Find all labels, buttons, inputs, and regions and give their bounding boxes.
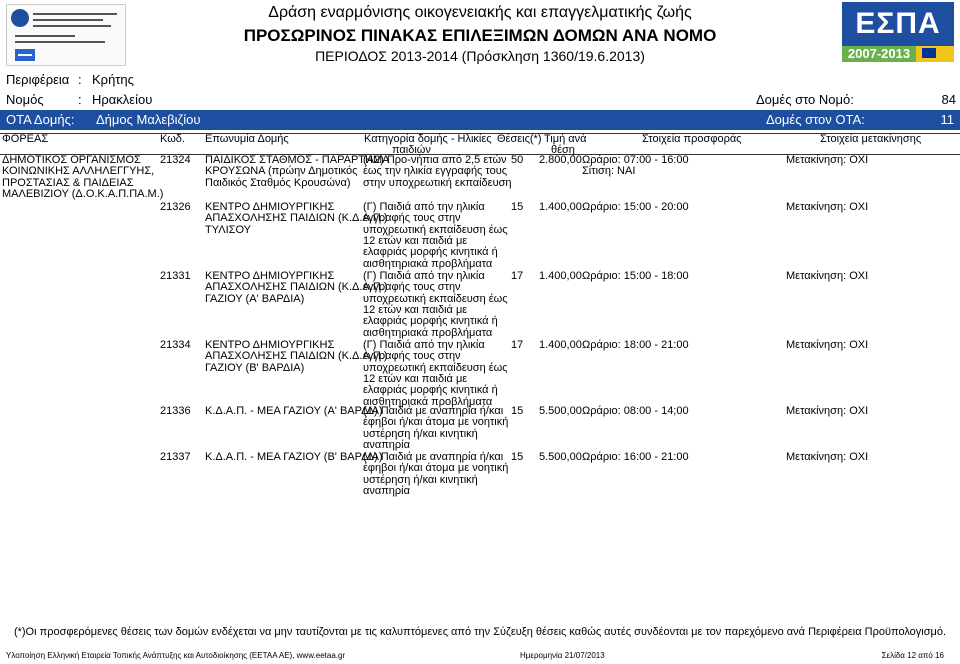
- col-name: Επωνυμία Δομής: [205, 133, 289, 145]
- structure-code: 21336: [160, 405, 191, 417]
- structure-category-line: στην υποχρεωτική εκπαίδευση: [363, 176, 512, 189]
- structure-seats: 15: [511, 451, 524, 463]
- region-label: Περιφέρεια: [6, 72, 70, 87]
- footer-page: Σελίδα 12 από 16: [881, 651, 944, 660]
- structure-name-line: ΑΠΑΣΧΟΛΗΣΗΣ ΠΑΙΔΙΩΝ (Κ.Δ.Α.Π.): [205, 281, 388, 294]
- structure-name-line: ΚΕΝΤΡΟ ΔΗΜΙΟΥΡΓΙΚΗΣ: [205, 270, 335, 282]
- header-title-action: Δράση εναρμόνισης οικογενειακής και επαγγελματικής ζωής: [268, 4, 692, 21]
- col-code: Κωδ.: [160, 133, 185, 145]
- structure-category-line: 12 ετών και παιδιά με: [363, 372, 468, 385]
- structure-transport: Μετακίνηση: ΟΧΙ: [786, 201, 869, 213]
- ota-label: ΟΤΑ Δομής:: [6, 112, 75, 127]
- structure-name-line: ΑΠΑΣΧΟΛΗΣΗΣ ΠΑΙΔΙΩΝ (Κ.Δ.Α.Π.): [205, 350, 388, 363]
- structure-code: 21324: [160, 154, 191, 166]
- structure-transport: Μετακίνηση: ΟΧΙ: [786, 405, 869, 417]
- col-price: Τιμή ανά: [544, 133, 587, 145]
- structure-category-line: εγγραφής τους στην: [363, 212, 461, 225]
- structure-price: 1.400,00: [539, 201, 582, 213]
- structure-seats: 50: [511, 154, 524, 166]
- structure-category-line: 12 ετών και παιδιά με: [363, 234, 468, 247]
- prefecture-line: Νομός : Ηρακλείου: [6, 92, 153, 107]
- col-price-line2: θέση: [551, 144, 575, 156]
- structure-seats: 15: [511, 201, 524, 213]
- header-title-table: ΠΡΟΣΩΡΙΝΟΣ ΠΙΝΑΚΑΣ ΕΠΙΛΕΞΙΜΩΝ ΔΟΜΩΝ ΑΝΑ ΝΟΜΟ: [243, 26, 717, 45]
- document-header: [0, 0, 960, 70]
- structure-code: 21334: [160, 339, 191, 351]
- footnote: (*)Οι προσφερόμενες θέσεις των δομών ενδέχεται να μην ταυτίζονται με τις καλυπτόμενες από την Σύζευξη θέσεις καθώς αυτές συνδέονται με τον παρεχόμενο ανά Περιφέρεια Προϋπολογισμό.: [13, 626, 947, 638]
- structure-code: 21331: [160, 270, 191, 282]
- prefecture-structures-count: [756, 92, 956, 110]
- foreas-line: ΠΡΟΣΤΑΣΙΑΣ & ΠΑΙΔΕΙΑΣ: [2, 176, 134, 189]
- table-header: [0, 133, 960, 155]
- structure-category-line: (Δ) Παιδιά με αναπηρία ή/και: [363, 405, 504, 417]
- eu-flag-small-icon: [922, 48, 936, 58]
- structure-name-line: Κ.Δ.Α.Π. - ΜΕΑ ΓΑΖΙΟΥ (Β' ΒΑΡΔΙΑ): [205, 451, 383, 463]
- structure-category-line: ελαφριάς μορφής κινητικά ή: [363, 384, 498, 397]
- structure-category-line: 12 ετών και παιδιά με: [363, 303, 468, 316]
- col-category: Κατηγορία δομής - Ηλικίες: [364, 133, 492, 145]
- structure-category-line: έως την ηλικία εγγραφής τους: [363, 165, 508, 178]
- structure-category-line: αισθητηριακά προβλήματα: [363, 395, 493, 408]
- header-title-period: ΠΕΡΙΟΔΟΣ 2013-2014 (Πρόσκληση 1360/19.6.2013): [315, 48, 645, 64]
- ota-value: Δήμος Μαλεβιζίου: [96, 112, 201, 127]
- structure-category-line: εγγραφής τους στην: [363, 350, 461, 363]
- foreas-line: ΜΑΛΕΒΙΖΙΟΥ (Δ.Ο.Κ.Α.Π.ΠΑ.Μ.): [2, 187, 164, 200]
- region-line: Περιφέρεια : Κρήτης: [6, 72, 134, 87]
- structure-category-line: υποχρεωτική εκπαίδευση έως: [363, 223, 508, 236]
- prefecture-structures-label: Δομές στο Νομό:: [756, 92, 854, 107]
- prefecture-label: Νομός: [6, 92, 44, 107]
- structure-name-line: ΑΠΑΣΧΟΛΗΣΗΣ ΠΑΙΔΙΩΝ (Κ.Δ.Α.Π.): [205, 212, 388, 225]
- col-transport: Στοιχεία μετακίνησης: [820, 133, 922, 145]
- structure-price: 1.400,00: [539, 339, 582, 351]
- structure-category-line: αισθητηριακά προβλήματα: [363, 257, 493, 270]
- col-category-line2: παιδιών: [392, 144, 431, 156]
- structure-price: 5.500,00: [539, 451, 582, 463]
- structure-name-line: ΓΑΖΙΟΥ (Α' ΒΑΡΔΙΑ): [205, 292, 305, 305]
- structure-category-line: υστέρηση ή/και κινητική: [363, 427, 478, 440]
- structure-name-line: ΚΕΝΤΡΟ ΔΗΜΙΟΥΡΓΙΚΗΣ: [205, 339, 335, 351]
- structure-seats: 17: [511, 339, 524, 351]
- col-seats: Θέσεις(*): [497, 133, 542, 145]
- espa-logo-text: ΕΣΠΑ: [842, 2, 954, 46]
- structure-price: 1.400,00: [539, 270, 582, 282]
- structure-category-line: (Δ) Παιδιά με αναπηρία ή/και: [363, 451, 504, 463]
- espa-logo-years: 2007-2013: [842, 46, 916, 62]
- structure-name-line: Κ.Δ.Α.Π. - ΜΕΑ ΓΑΖΙΟΥ (Α' ΒΑΡΔΙΑ): [205, 405, 383, 417]
- structure-category-line: ελαφριάς μορφής κινητικά ή: [363, 315, 498, 328]
- ota-bar: [0, 110, 960, 130]
- footer-org: Υλοποίηση Ελληνική Εταιρεία Τοπικής Ανάπτυξης και Αυτοδιοίκησης (ΕΕΤΑΑ ΑΕ), www.eetaa.gr: [6, 651, 346, 660]
- structure-seats: 15: [511, 405, 524, 417]
- structure-offer-line: Ωράριο: 08:00 - 14;00: [582, 405, 689, 417]
- structure-category-line: υστέρηση ή/και κινητική: [363, 473, 478, 486]
- structure-category-line: ελαφριάς μορφής κινητικά ή: [363, 246, 498, 259]
- structure-category-line: εγγραφής τους στην: [363, 281, 461, 294]
- ota-count-value: 11: [940, 112, 954, 127]
- structure-name-line: ΚΕΝΤΡΟ ΔΗΜΙΟΥΡΓΙΚΗΣ: [205, 201, 335, 213]
- structure-transport: Μετακίνηση: ΟΧΙ: [786, 270, 869, 282]
- structure-transport: Μετακίνηση: ΟΧΙ: [786, 154, 869, 166]
- structure-category-line: αισθητηριακά προβλήματα: [363, 326, 493, 339]
- structure-price: 2.800,00: [539, 154, 582, 166]
- ota-count-label: Δομές στον ΟΤΑ:: [766, 112, 865, 127]
- footer-date: Ημερομηνία 21/07/2013: [520, 651, 605, 660]
- structure-name-line: ΚΡΟΥΣΩΝΑ (πρώην Δημοτικός: [205, 165, 358, 178]
- structure-transport: Μετακίνηση: ΟΧΙ: [786, 339, 869, 351]
- structure-seats: 17: [511, 270, 524, 282]
- prefecture-value: Ηρακλείου: [92, 92, 153, 107]
- structure-offer-line: Ωράριο: 16:00 - 21:00: [582, 451, 689, 463]
- structure-category-line: έφηβοι ή/και άτομα με νοητική: [363, 416, 509, 429]
- program-logo: [6, 4, 126, 66]
- structure-name-line: ΤΥΛΙΣΟΥ: [205, 223, 251, 236]
- structure-category-line: υποχρεωτική εκπαίδευση έως: [363, 292, 508, 305]
- structure-category-line: (Γ) Παιδιά από την ηλικία: [363, 339, 485, 351]
- foreas-line: ΚΟΙΝΩΝΙΚΗΣ ΑΛΛΗΛΕΓΓΥΗΣ,: [2, 165, 155, 178]
- structure-category-line: (Α2) Προ-νήπια από 2,5 ετών: [363, 154, 507, 166]
- prefecture-structures-value: 84: [941, 92, 956, 107]
- foreas-line: ΔΗΜΟΤΙΚΟΣ ΟΡΓΑΝΙΣΜΟΣ: [2, 154, 141, 166]
- structure-name-line: Παιδικός Σταθμός Κρουσώνα): [205, 176, 351, 189]
- emblem-icon: [11, 9, 29, 27]
- structure-offer-line: Ωράριο: 15:00 - 20:00: [582, 201, 689, 213]
- structure-offer-line: Σίτιση: ΝΑΙ: [582, 165, 636, 178]
- structure-offer-line: Ωράριο: 18:00 - 21:00: [582, 339, 689, 351]
- structure-name-line: ΠΑΙΔΙΚΟΣ ΣΤΑΘΜΟΣ - ΠΑΡΑΡΤΗΜΑ: [205, 154, 390, 166]
- structure-category-line: έφηβοι ή/και άτομα με νοητική: [363, 462, 509, 475]
- structure-category-line: αναπηρία: [363, 484, 410, 497]
- structure-code: 21326: [160, 201, 191, 213]
- structure-offer-line: Ωράριο: 15:00 - 18:00: [582, 270, 689, 282]
- structure-transport: Μετακίνηση: ΟΧΙ: [786, 451, 869, 463]
- structure-offer-line: Ωράριο: 07:00 - 16:00: [582, 154, 689, 166]
- structure-price: 5.500,00: [539, 405, 582, 417]
- region-value: Κρήτης: [92, 72, 134, 87]
- structure-code: 21337: [160, 451, 191, 463]
- col-offer: Στοιχεία προσφοράς: [642, 133, 742, 145]
- structure-category-line: (Γ) Παιδιά από την ηλικία: [363, 270, 485, 282]
- col-foreas: ΦΟΡΕΑΣ: [2, 133, 49, 145]
- structure-category-line: υποχρεωτική εκπαίδευση έως: [363, 361, 508, 374]
- structure-category-line: αναπηρία: [363, 438, 410, 451]
- eu-flag-icon: [15, 49, 35, 61]
- structure-category-line: (Γ) Παιδιά από την ηλικία: [363, 201, 485, 213]
- espa-logo: [842, 2, 954, 70]
- structure-name-line: ΓΑΖΙΟΥ (Β' ΒΑΡΔΙΑ): [205, 361, 305, 374]
